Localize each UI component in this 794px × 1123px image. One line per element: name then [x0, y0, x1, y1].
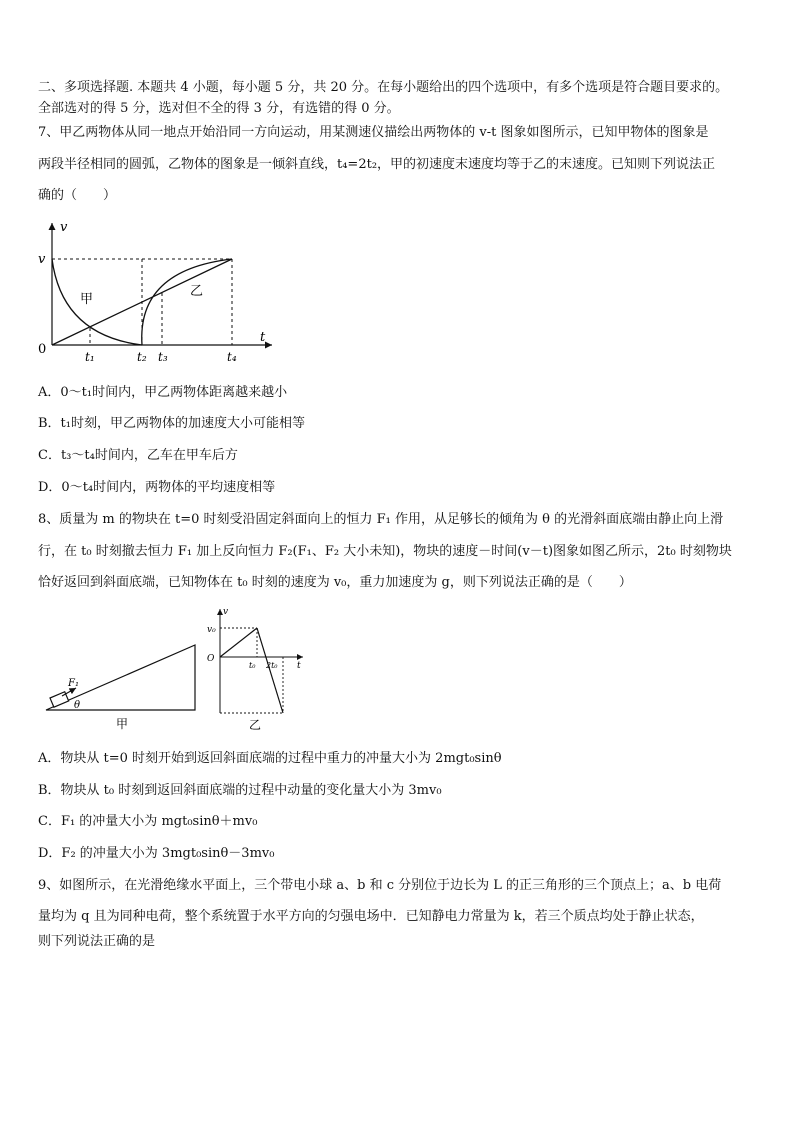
q8-vt-figure [205, 605, 310, 735]
q8-stem-line3: 恰好返回到斜面底端，已知物体在 t₀ 时刻的速度为 v₀，重力加速度为 g，则下列说法正确的是（ ） [38, 575, 632, 590]
t3-label: t₃ [158, 350, 168, 364]
up-line [220, 628, 257, 657]
q9-stem-line3: 则下列说法正确的是 [38, 934, 156, 949]
2t0-label: 2t₀ [266, 661, 278, 670]
v-level-label: v [38, 252, 46, 267]
origin-label: 0 [38, 342, 47, 357]
q7-stem-line1: 7、甲乙两物体从同一地点开始沿同一方向运动，用某测速仪描绘出两物体的 v-t 图象如图所示，已知甲物体的图象是 [38, 125, 709, 140]
q7-stem-line2: 两段半径相同的圆弧，乙物体的图象是一倾斜直线，t₄=2t₂，甲的初速度末速度均等于乙的末速度。已知则下列说法正 [38, 157, 716, 172]
origin-label: O [207, 654, 215, 664]
q7-option-d: D．0～t₄时间内，两物体的平均速度相等 [38, 480, 276, 495]
q7-stem-line3: 确的（ ） [38, 188, 117, 203]
t4-label: t₄ [227, 350, 237, 364]
section-heading-line1: 二、多项选择题. 本题共 4 小题，每小题 5 分，共 20 分。在每小题给出的四个选项中，有多个选项是符合题目要求的。 [38, 80, 729, 95]
caption-yi: 乙 [249, 718, 262, 732]
force-label: F₁ [68, 678, 79, 689]
caption-jia: 甲 [116, 717, 129, 730]
q7-vt-graph [32, 215, 282, 365]
t-axis-label: t [260, 330, 266, 345]
q9-stem-line2: 量均为 q 且为同种电荷，整个系统置于水平方向的匀强电场中．已知静电力常量为 k，若三个质点均处于静止状态， [38, 909, 704, 924]
jia-arc-1 [52, 259, 142, 345]
yi-label: 乙 [190, 284, 204, 299]
angle-label: θ [74, 700, 81, 711]
t-axis-label: t [297, 661, 301, 671]
q8-option-c: C．F₁ 的冲量大小为 mgt₀sinθ＋mv₀ [38, 814, 258, 829]
t0-label: t₀ [249, 661, 256, 670]
q7-option-c: C．t₃～t₄时间内，乙车在甲车后方 [38, 448, 238, 463]
q8-incline-figure [38, 640, 203, 730]
q7-option-a: A．0～t₁时间内，甲乙两物体距离越来越小 [38, 385, 288, 400]
v-axis-label: v [223, 607, 229, 617]
jia-arc-2 [142, 259, 232, 345]
v-axis-label: v [60, 220, 68, 235]
q8-option-a: A．物块从 t=0 时刻开始到返回斜面底端的过程中重力的冲量大小为 2mgt₀sinθ [38, 751, 502, 766]
v0-label: v₀ [207, 625, 216, 635]
down-line [257, 628, 283, 713]
jia-label: 甲 [80, 292, 94, 307]
t1-label: t₁ [85, 350, 95, 364]
q9-stem-line1: 9、如图所示，在光滑绝缘水平面上，三个带电小球 a、b 和 c 分别位于边长为 L 的正三角形的三个顶点上；a、b 电荷 [38, 878, 722, 893]
q8-option-b: B．物块从 t₀ 时刻到返回斜面底端的过程中动量的变化量大小为 3mv₀ [38, 783, 442, 798]
q8-stem-line2: 行，在 t₀ 时刻撤去恒力 F₁ 加上反向恒力 F₂(F₁、F₂ 大小未知)，物块的速度－时间(v－t)图象如图乙所示，2t₀ 时刻物块 [38, 544, 732, 559]
q8-stem-line1: 8、质量为 m 的物块在 t=0 时刻受沿固定斜面向上的恒力 F₁ 作用，从足够长的倾角为 θ 的光滑斜面底端由静止向上滑 [38, 512, 724, 527]
section-heading-line2: 全部选对的得 5 分，选对但不全的得 3 分，有选错的得 0 分。 [38, 101, 400, 116]
q8-option-d: D．F₂ 的冲量大小为 3mgt₀sinθ－3mv₀ [38, 846, 275, 861]
q7-option-b: B．t₁时刻，甲乙两物体的加速度大小可能相等 [38, 416, 305, 431]
t2-label: t₂ [137, 350, 147, 364]
